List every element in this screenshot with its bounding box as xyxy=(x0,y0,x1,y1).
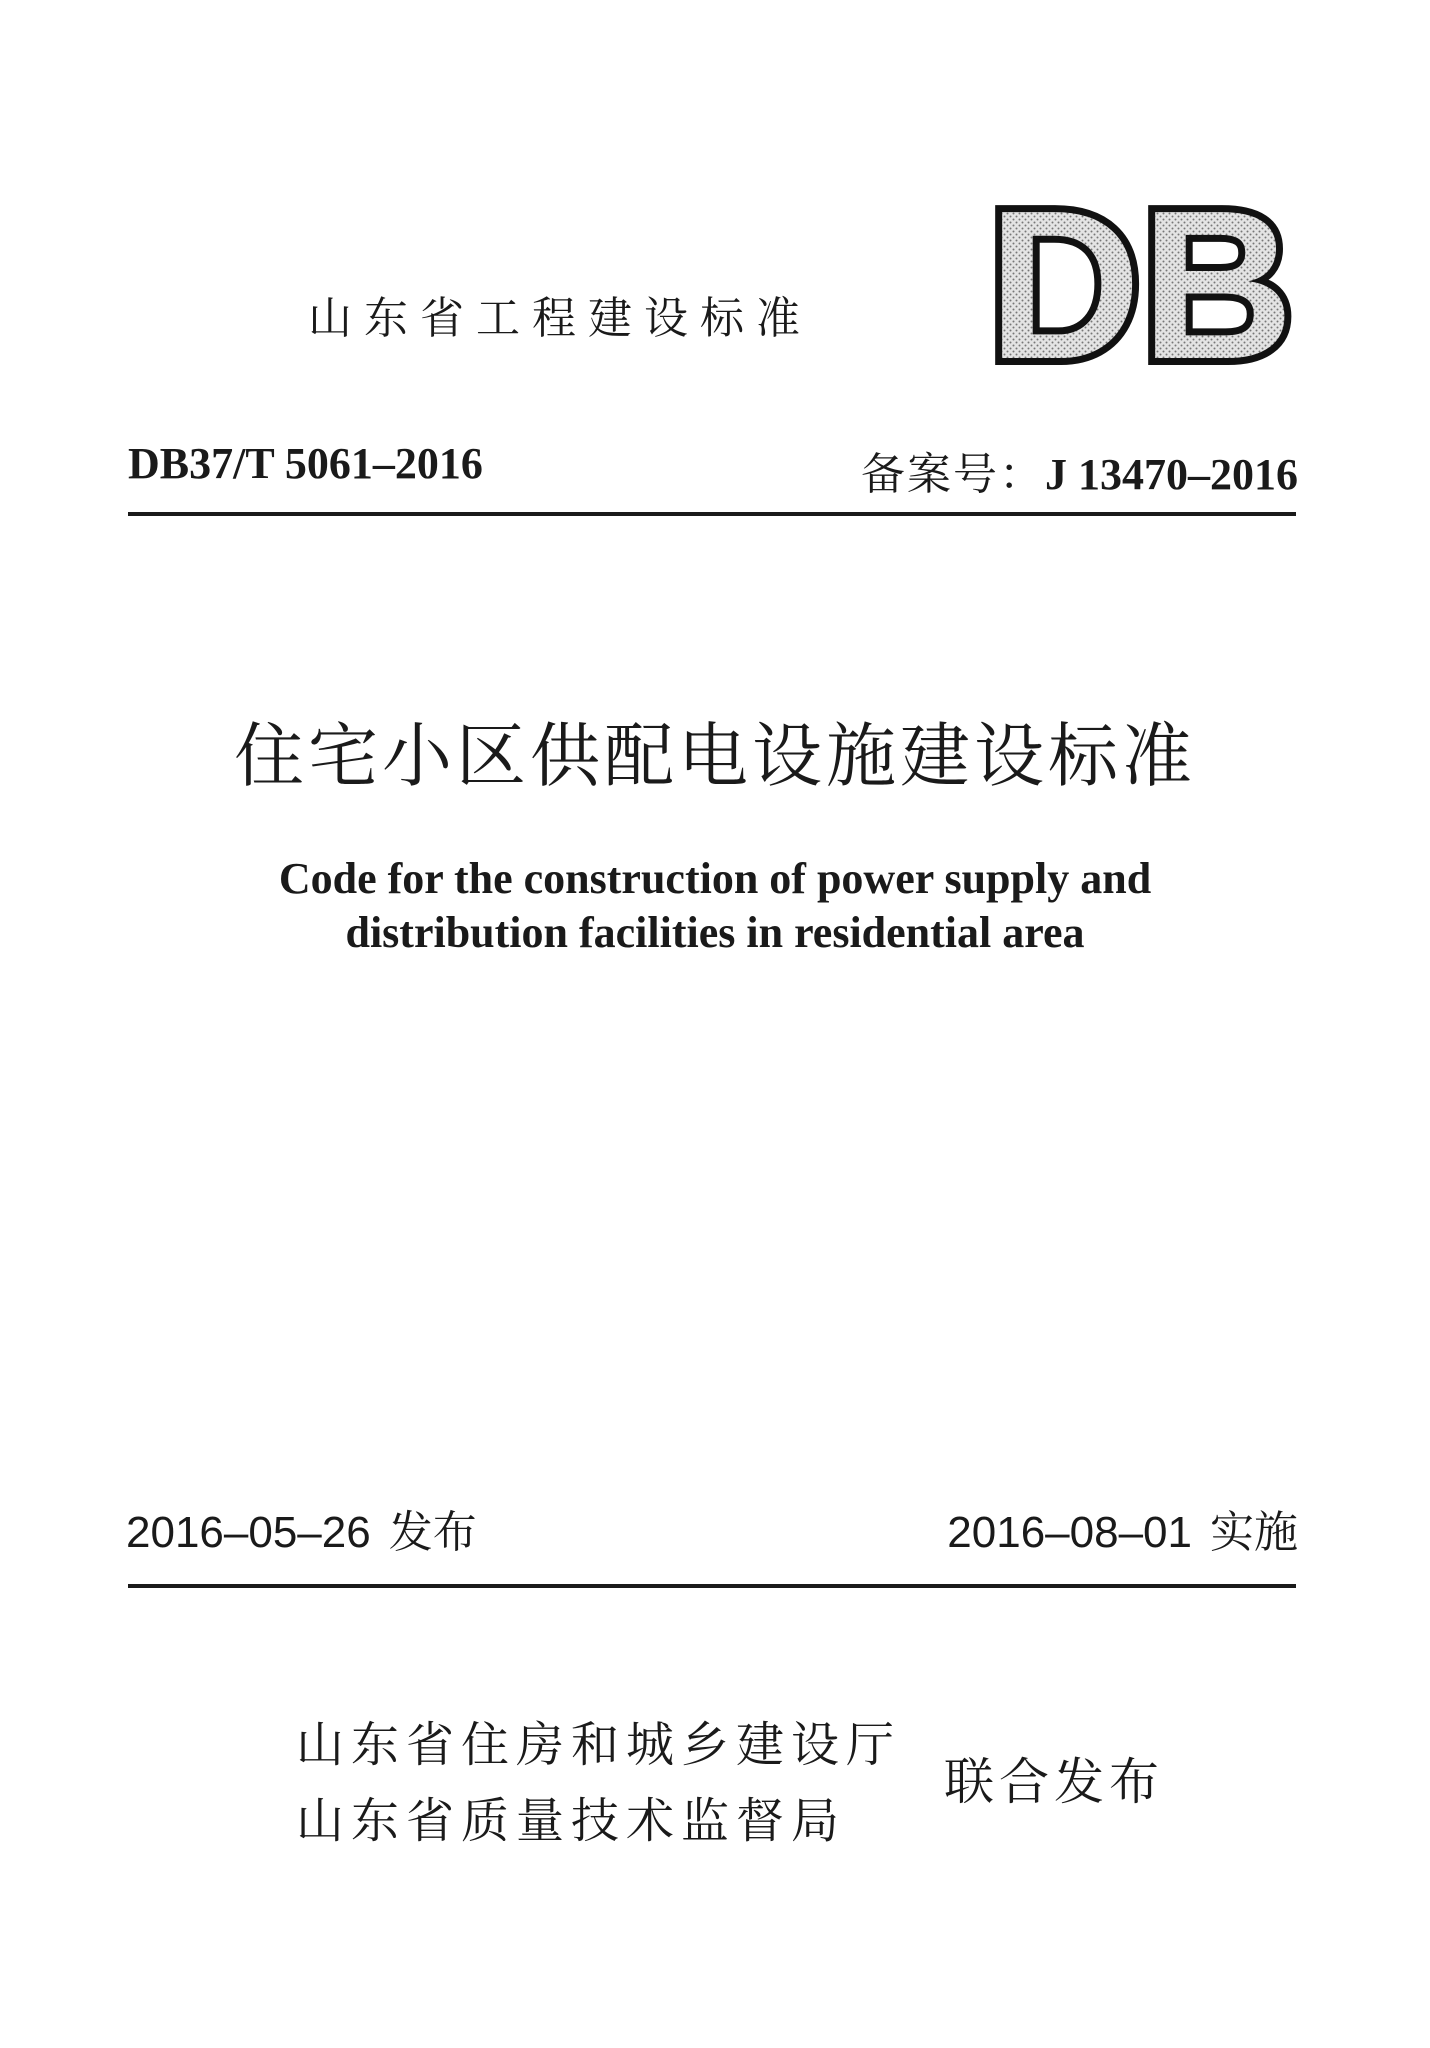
db-logo xyxy=(988,200,1300,370)
title-chinese: 住宅小区供配电设施建设标准 xyxy=(234,715,1196,797)
standard-number: DB37/T 5061–2016 xyxy=(128,439,483,488)
record-label: 备案号： xyxy=(861,449,1045,500)
title-english-line-2: distribution facilities in residential area xyxy=(345,908,1085,957)
bottom-divider xyxy=(128,1584,1296,1588)
publisher-quality-bureau: 山东省质量技术监督局 xyxy=(296,1793,847,1849)
title-english xyxy=(0,852,1430,960)
publisher-housing-dept: 山东省住房和城乡建设厅 xyxy=(296,1717,902,1773)
record-number-line xyxy=(861,438,1298,502)
effective-date: 2016–08–01 xyxy=(947,1508,1192,1557)
db-logo-text: DB xyxy=(988,200,1294,370)
effective-date-line xyxy=(947,1496,1298,1560)
title-english-line-1: Code for the construction of power supply and xyxy=(278,854,1152,903)
record-number: J 13470–2016 xyxy=(1045,450,1298,499)
issue-label: 发布 xyxy=(388,1507,477,1558)
standard-category: 山东省工程建设标准 xyxy=(308,293,812,344)
joint-publication-label: 联合发布 xyxy=(944,1753,1164,1811)
effective-label: 实施 xyxy=(1210,1507,1298,1558)
issue-date: 2016–05–26 xyxy=(126,1508,371,1557)
top-divider xyxy=(128,512,1296,516)
issue-date-line xyxy=(126,1496,477,1560)
